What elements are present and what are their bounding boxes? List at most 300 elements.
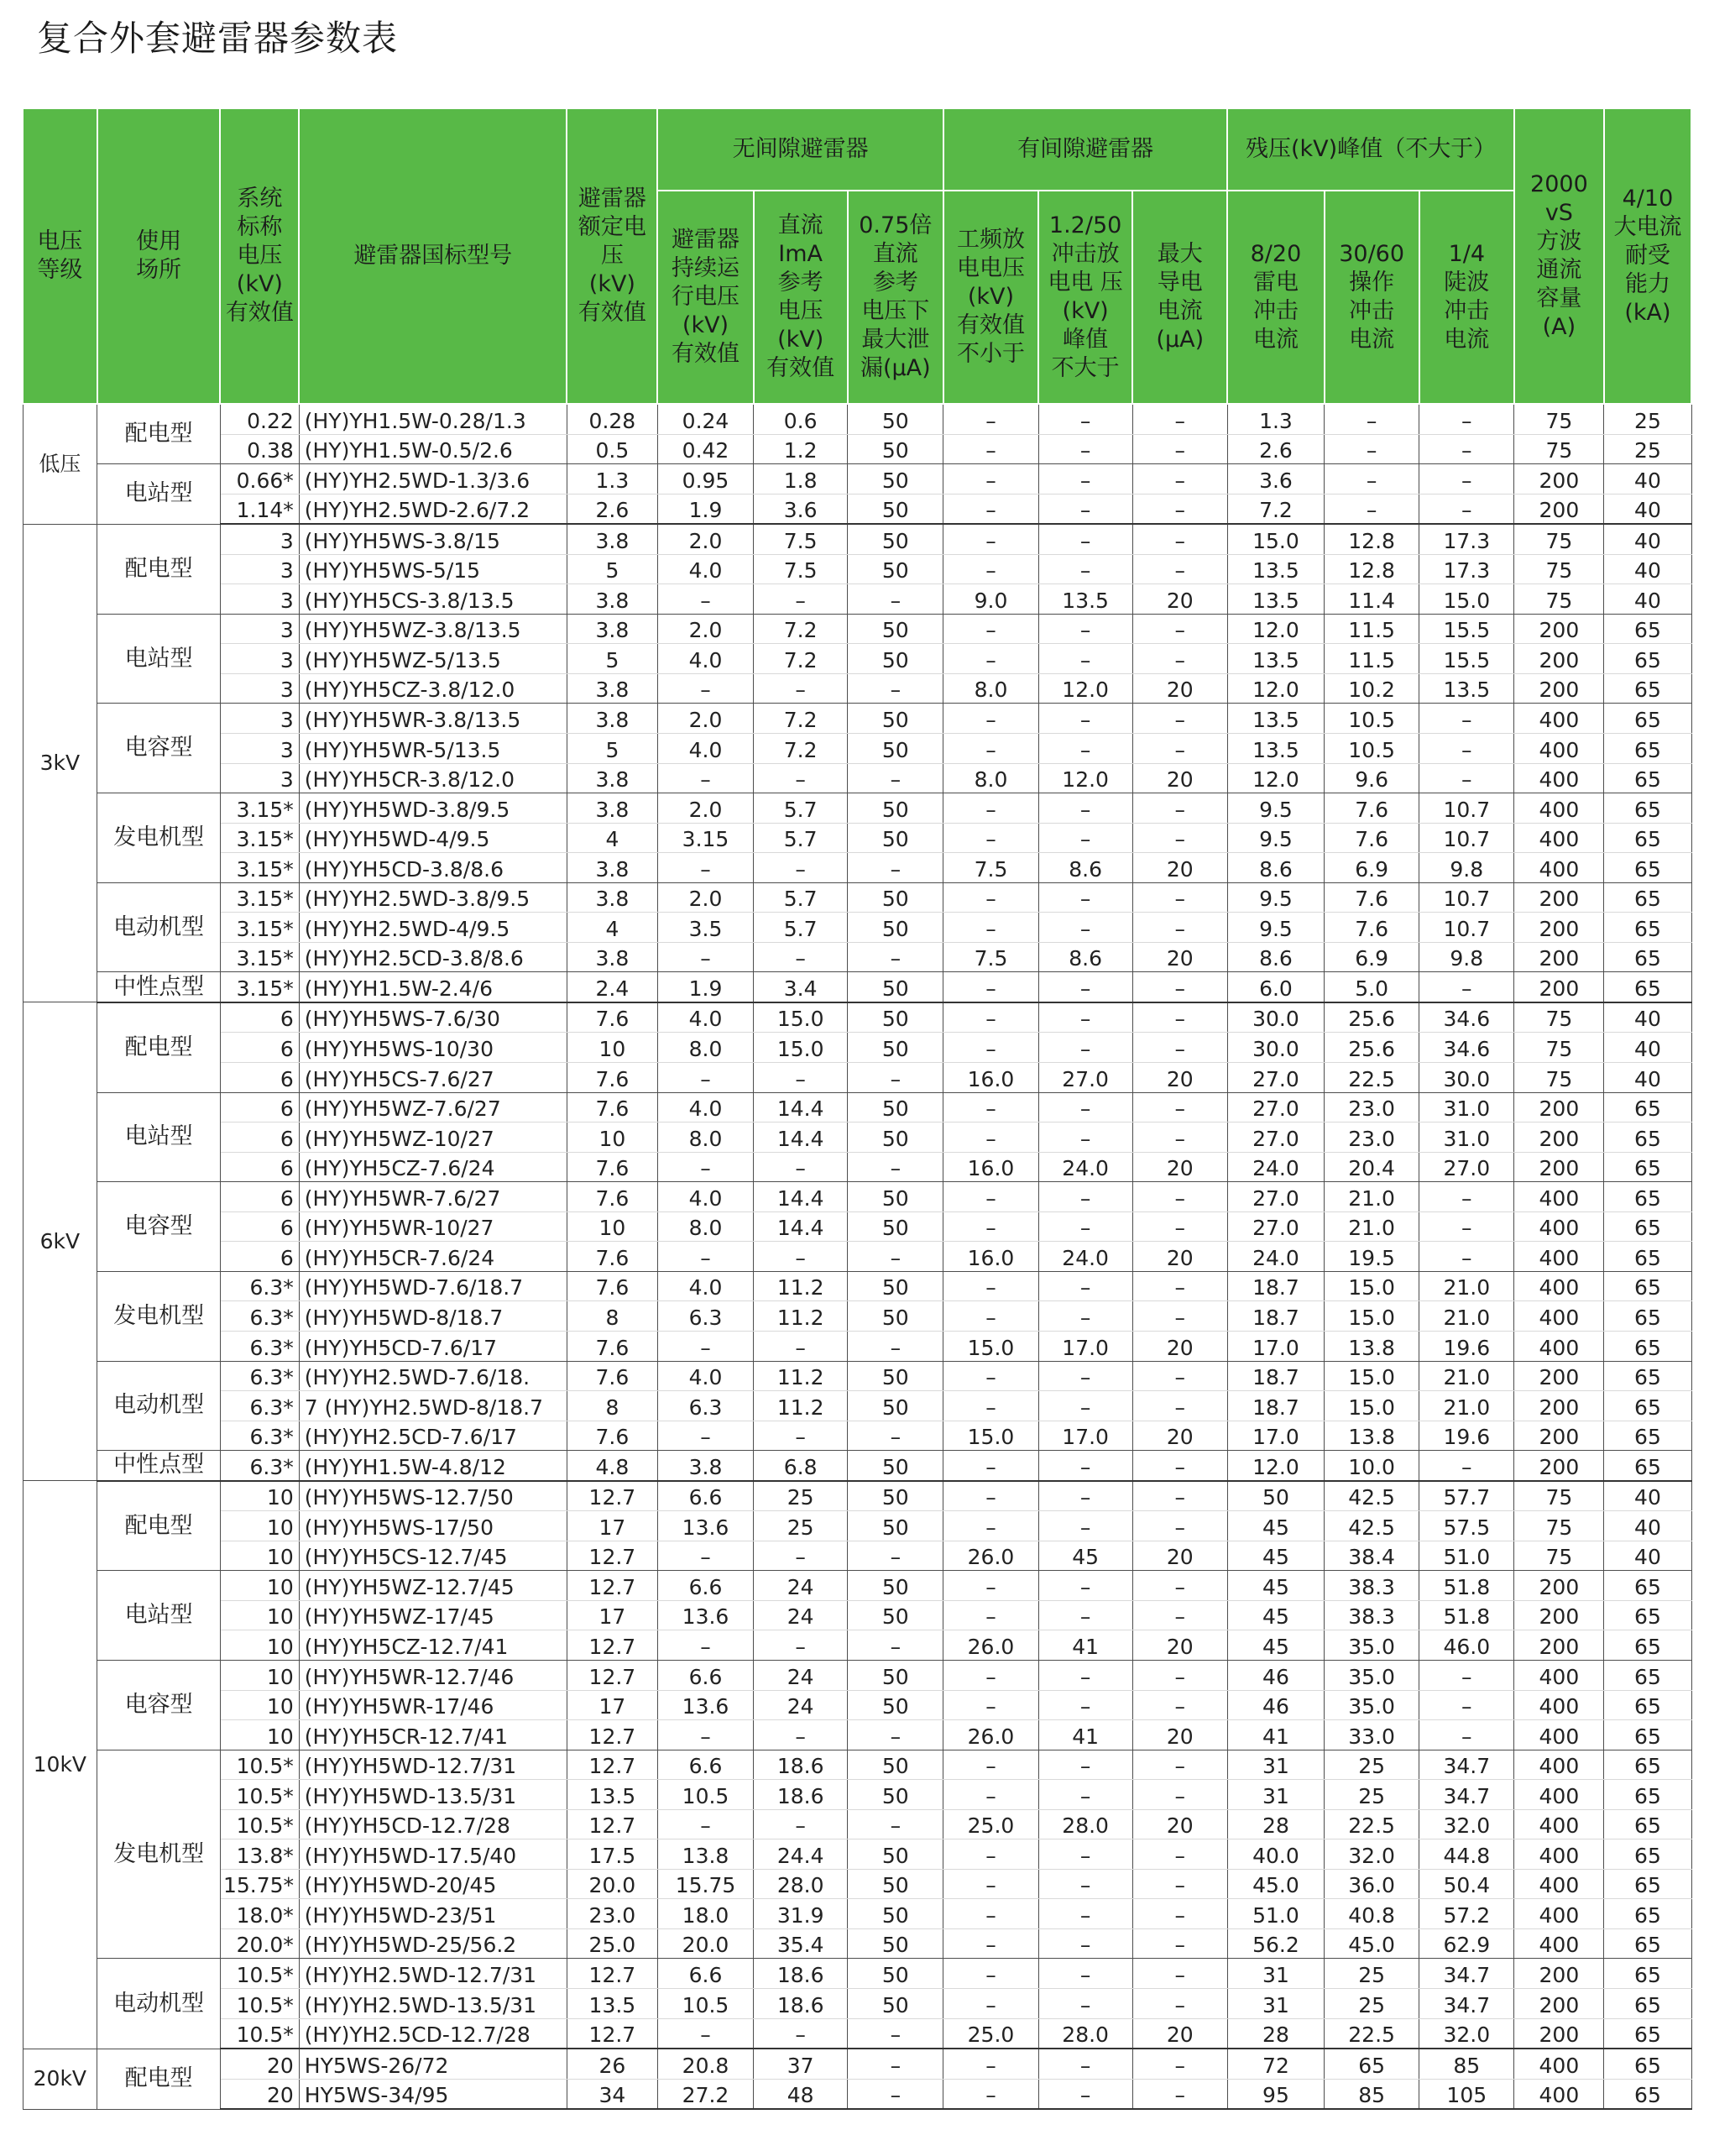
cell-high-current: 65 [1604, 1839, 1691, 1870]
cell-res-1-4: 105 [1419, 2079, 1514, 2109]
cell-res-8-20: 50 [1227, 1481, 1324, 1511]
cell-high-current: 65 [1604, 1092, 1691, 1122]
cell-model: (HY)YH2.5WD-1.3/3.6 [299, 464, 567, 495]
cell-continuous-voltage: – [657, 763, 753, 793]
cell-high-current: 65 [1604, 1421, 1691, 1451]
cell-dc-ref-voltage: 1.2 [754, 434, 848, 464]
table-row [23, 942, 1691, 972]
cell-max-conduction: – [1132, 823, 1227, 853]
cell-model: (HY)YH1.5W-0.28/1.3 [299, 404, 567, 434]
cell-model: (HY)YH5WZ-5/13.5 [299, 644, 567, 674]
cell-dc-ref-voltage: – [754, 1809, 848, 1839]
cell-res-1-4: 15.5 [1419, 614, 1514, 644]
cell-rated-voltage: 12.7 [567, 1630, 657, 1661]
cell-leakage: 50 [848, 434, 943, 464]
cell-rated-voltage: 12.7 [567, 1959, 657, 1989]
cell-square-wave: 400 [1514, 823, 1604, 853]
cell-rated-voltage: 12.7 [567, 1809, 657, 1839]
cell-square-wave: 200 [1514, 1391, 1604, 1421]
cell-leakage: – [848, 1720, 943, 1750]
cell-dc-ref-voltage: 11.2 [754, 1271, 848, 1301]
cell-pf-sparkover: 16.0 [943, 1063, 1038, 1093]
cell-square-wave: 75 [1514, 524, 1604, 554]
cell-continuous-voltage: 2.0 [657, 704, 753, 734]
cell-res-8-20: 17.0 [1227, 1331, 1324, 1361]
cell-rated-voltage: 13.5 [567, 1780, 657, 1810]
cell-rated-voltage: 7.6 [567, 1242, 657, 1272]
cell-continuous-voltage: 6.3 [657, 1301, 753, 1332]
cell-pf-sparkover: – [943, 1869, 1038, 1899]
cell-rated-voltage: 10 [567, 1211, 657, 1242]
cell-max-conduction: 20 [1132, 584, 1227, 615]
cell-leakage: – [848, 2049, 943, 2079]
cell-res-1-4: 9.8 [1419, 942, 1514, 972]
cell-square-wave: 400 [1514, 793, 1604, 824]
cell-pf-sparkover: – [943, 1600, 1038, 1630]
cell-rated-voltage: 5 [567, 554, 657, 584]
cell-max-conduction: – [1132, 554, 1227, 584]
usage-cell: 发电机型 [97, 1750, 221, 1959]
cell-system-voltage: 20.0* [220, 1928, 299, 1959]
cell-res-8-20: 30.0 [1227, 1002, 1324, 1033]
cell-res-8-20: 46 [1227, 1660, 1324, 1690]
table-row [23, 1660, 1691, 1690]
usage-cell: 电站型 [97, 1092, 221, 1182]
cell-res-8-20: 12.0 [1227, 763, 1324, 793]
cell-high-current: 65 [1604, 1869, 1691, 1899]
cell-leakage: 50 [848, 1780, 943, 1810]
cell-res-30-60: 40.8 [1325, 1899, 1419, 1929]
cell-square-wave: 200 [1514, 972, 1604, 1002]
cell-res-30-60: 7.6 [1325, 823, 1419, 853]
cell-res-1-4: 19.6 [1419, 1331, 1514, 1361]
cell-res-8-20: 72 [1227, 2049, 1324, 2079]
cell-continuous-voltage: 13.6 [657, 1511, 753, 1541]
cell-model: (HY)YH5WS-7.6/30 [299, 1002, 567, 1033]
cell-system-voltage: 13.8* [220, 1839, 299, 1870]
cell-res-8-20: 13.5 [1227, 584, 1324, 615]
table-row [23, 1122, 1691, 1153]
cell-model: (HY)YH1.5W-4.8/12 [299, 1451, 567, 1481]
table-row [23, 1451, 1691, 1481]
cell-continuous-voltage: – [657, 584, 753, 615]
cell-res-8-20: 13.5 [1227, 554, 1324, 584]
cell-dc-ref-voltage: 35.4 [754, 1928, 848, 1959]
cell-leakage: 50 [848, 1033, 943, 1063]
table-row [23, 972, 1691, 1002]
cell-dc-ref-voltage: 18.6 [754, 1750, 848, 1780]
cell-high-current: 65 [1604, 823, 1691, 853]
cell-continuous-voltage: – [657, 1152, 753, 1182]
cell-high-current: 65 [1604, 1391, 1691, 1421]
cell-res-1-4: 57.7 [1419, 1481, 1514, 1511]
cell-res-1-4: 57.2 [1419, 1899, 1514, 1929]
table-row [23, 823, 1691, 853]
cell-max-conduction: – [1132, 1092, 1227, 1122]
usage-cell: 电动机型 [97, 882, 221, 972]
cell-square-wave: 200 [1514, 464, 1604, 495]
cell-res-1-4: 17.3 [1419, 524, 1514, 554]
cell-pf-sparkover: – [943, 1839, 1038, 1870]
cell-model: (HY)YH5CS-3.8/13.5 [299, 584, 567, 615]
col-continuous-voltage: 避雷器 持续运 行电压 (kV) 有效值 [657, 191, 753, 404]
cell-square-wave: 200 [1514, 1122, 1604, 1153]
cell-impulse-sparkover: – [1038, 1391, 1132, 1421]
cell-impulse-sparkover: – [1038, 1660, 1132, 1690]
cell-pf-sparkover: – [943, 1451, 1038, 1481]
cell-leakage: – [848, 1541, 943, 1571]
cell-pf-sparkover: – [943, 644, 1038, 674]
cell-res-8-20: 13.5 [1227, 734, 1324, 764]
cell-high-current: 65 [1604, 1152, 1691, 1182]
cell-square-wave: 400 [1514, 1899, 1604, 1929]
cell-max-conduction: – [1132, 704, 1227, 734]
table-row [23, 644, 1691, 674]
cell-model: (HY)YH5WD-25/56.2 [299, 1928, 567, 1959]
cell-high-current: 65 [1604, 1271, 1691, 1301]
cell-system-voltage: 6 [220, 1242, 299, 1272]
col-pf-sparkover: 工频放 电电压 (kV) 有效值 不小于 [943, 191, 1038, 404]
cell-high-current: 40 [1604, 1511, 1691, 1541]
cell-system-voltage: 0.66* [220, 464, 299, 495]
cell-max-conduction: – [1132, 1600, 1227, 1630]
cell-leakage: 50 [848, 1959, 943, 1989]
cell-res-1-4: – [1419, 1211, 1514, 1242]
cell-pf-sparkover: – [943, 1660, 1038, 1690]
cell-rated-voltage: 7.6 [567, 1182, 657, 1212]
cell-leakage: 50 [848, 1988, 943, 2018]
cell-continuous-voltage: 4.0 [657, 644, 753, 674]
cell-impulse-sparkover: – [1038, 1988, 1132, 2018]
cell-rated-voltage: 12.7 [567, 1541, 657, 1571]
cell-dc-ref-voltage: – [754, 584, 848, 615]
cell-dc-ref-voltage: 5.7 [754, 882, 848, 913]
cell-pf-sparkover: – [943, 1481, 1038, 1511]
cell-pf-sparkover: 25.0 [943, 1809, 1038, 1839]
cell-res-8-20: 2.6 [1227, 434, 1324, 464]
cell-leakage: 50 [848, 1928, 943, 1959]
cell-high-current: 65 [1604, 673, 1691, 704]
cell-leakage: 50 [848, 704, 943, 734]
cell-system-voltage: 10 [220, 1630, 299, 1661]
cell-dc-ref-voltage: 31.9 [754, 1899, 848, 1929]
cell-rated-voltage: 3.8 [567, 793, 657, 824]
cell-res-30-60: 65 [1325, 2049, 1419, 2079]
cell-model: (HY)YH5CR-7.6/24 [299, 1242, 567, 1272]
cell-leakage: 50 [848, 1899, 943, 1929]
cell-square-wave: 75 [1514, 1481, 1604, 1511]
cell-model: (HY)YH5WR-10/27 [299, 1211, 567, 1242]
cell-rated-voltage: 23.0 [567, 1899, 657, 1929]
cell-dc-ref-voltage: 14.4 [754, 1182, 848, 1212]
cell-model: (HY)YH5WR-5/13.5 [299, 734, 567, 764]
cell-system-voltage: 10.5* [220, 1988, 299, 2018]
cell-model: (HY)YH5WS-5/15 [299, 554, 567, 584]
cell-continuous-voltage: 8.0 [657, 1211, 753, 1242]
cell-res-8-20: 6.0 [1227, 972, 1324, 1002]
cell-dc-ref-voltage: 3.4 [754, 972, 848, 1002]
table-row [23, 882, 1691, 913]
cell-model: (HY)YH2.5WD-3.8/9.5 [299, 882, 567, 913]
col-rated-voltage: 避雷器 额定电 压 (kV) 有效值 [567, 108, 657, 404]
cell-continuous-voltage: 20.0 [657, 1928, 753, 1959]
cell-high-current: 65 [1604, 644, 1691, 674]
table-row [23, 1928, 1691, 1959]
table-row [23, 1899, 1691, 1929]
cell-continuous-voltage: – [657, 1242, 753, 1272]
cell-dc-ref-voltage: 18.6 [754, 1959, 848, 1989]
cell-impulse-sparkover: – [1038, 464, 1132, 495]
cell-continuous-voltage: 3.5 [657, 913, 753, 943]
cell-rated-voltage: 12.7 [567, 1750, 657, 1780]
cell-high-current: 65 [1604, 704, 1691, 734]
cell-pf-sparkover: – [943, 2049, 1038, 2079]
cell-res-1-4: 32.0 [1419, 1809, 1514, 1839]
cell-res-8-20: 1.3 [1227, 404, 1324, 434]
cell-system-voltage: 3 [220, 673, 299, 704]
cell-dc-ref-voltage: – [754, 1152, 848, 1182]
cell-res-8-20: 24.0 [1227, 1152, 1324, 1182]
cell-leakage: 50 [848, 524, 943, 554]
cell-res-1-4: 50.4 [1419, 1869, 1514, 1899]
cell-high-current: 65 [1604, 1780, 1691, 1810]
cell-max-conduction: – [1132, 1271, 1227, 1301]
cell-continuous-voltage: 3.15 [657, 823, 753, 853]
cell-continuous-voltage: 3.8 [657, 1451, 753, 1481]
cell-model: (HY)YH1.5W-2.4/6 [299, 972, 567, 1002]
cell-impulse-sparkover: – [1038, 2049, 1132, 2079]
cell-continuous-voltage: – [657, 2018, 753, 2049]
cell-continuous-voltage: 4.0 [657, 1002, 753, 1033]
cell-res-8-20: 13.5 [1227, 644, 1324, 674]
table-row [23, 1988, 1691, 2018]
cell-leakage: – [848, 2079, 943, 2109]
cell-system-voltage: 6 [220, 1182, 299, 1212]
cell-res-30-60: 32.0 [1325, 1839, 1419, 1870]
cell-dc-ref-voltage: 18.6 [754, 1780, 848, 1810]
cell-model: (HY)YH5WD-23/51 [299, 1899, 567, 1929]
table-row [23, 1211, 1691, 1242]
cell-dc-ref-voltage: – [754, 1421, 848, 1451]
cell-rated-voltage: 7.6 [567, 1063, 657, 1093]
cell-res-30-60: 45.0 [1325, 1928, 1419, 1959]
cell-square-wave: 75 [1514, 584, 1604, 615]
cell-max-conduction: 20 [1132, 763, 1227, 793]
cell-max-conduction: 20 [1132, 942, 1227, 972]
table-row [23, 1092, 1691, 1122]
cell-leakage: 50 [848, 913, 943, 943]
cell-leakage: – [848, 1152, 943, 1182]
cell-system-voltage: 3 [220, 704, 299, 734]
cell-system-voltage: 10.5* [220, 2018, 299, 2049]
cell-pf-sparkover: – [943, 1988, 1038, 2018]
cell-leakage: – [848, 1809, 943, 1839]
cell-square-wave: 400 [1514, 1331, 1604, 1361]
table-row [23, 1750, 1691, 1780]
cell-res-1-4: 21.0 [1419, 1391, 1514, 1421]
cell-system-voltage: 18.0* [220, 1899, 299, 1929]
cell-max-conduction: – [1132, 404, 1227, 434]
cell-pf-sparkover: – [943, 1959, 1038, 1989]
cell-leakage: 50 [848, 1301, 943, 1332]
cell-res-1-4: 21.0 [1419, 1271, 1514, 1301]
cell-leakage: 50 [848, 972, 943, 1002]
cell-res-8-20: 27.0 [1227, 1122, 1324, 1153]
cell-square-wave: 75 [1514, 1511, 1604, 1541]
cell-rated-voltage: 5 [567, 644, 657, 674]
cell-rated-voltage: 12.7 [567, 1720, 657, 1750]
cell-res-8-20: 18.7 [1227, 1391, 1324, 1421]
cell-res-1-4: 34.7 [1419, 1780, 1514, 1810]
cell-leakage: 50 [848, 1839, 943, 1870]
cell-impulse-sparkover: – [1038, 823, 1132, 853]
cell-square-wave: 400 [1514, 1720, 1604, 1750]
cell-pf-sparkover: – [943, 1301, 1038, 1332]
cell-continuous-voltage: 2.0 [657, 793, 753, 824]
cell-res-8-20: 31 [1227, 1750, 1324, 1780]
cell-max-conduction: – [1132, 1451, 1227, 1481]
cell-high-current: 65 [1604, 1899, 1691, 1929]
cell-model: (HY)YH2.5CD-3.8/8.6 [299, 942, 567, 972]
cell-dc-ref-voltage: – [754, 1331, 848, 1361]
cell-high-current: 40 [1604, 464, 1691, 495]
cell-high-current: 65 [1604, 1122, 1691, 1153]
table-row [23, 1242, 1691, 1272]
cell-rated-voltage: 25.0 [567, 1928, 657, 1959]
cell-pf-sparkover: 26.0 [943, 1630, 1038, 1661]
cell-model: (HY)YH5CZ-7.6/24 [299, 1152, 567, 1182]
cell-res-8-20: 56.2 [1227, 1928, 1324, 1959]
cell-res-1-4: – [1419, 404, 1514, 434]
cell-res-1-4: 51.0 [1419, 1541, 1514, 1571]
cell-max-conduction: – [1132, 614, 1227, 644]
col-impulse-sparkover: 1.2/50 冲击放 电电 压 (kV) 峰值 不大于 [1038, 191, 1132, 404]
cell-res-1-4: 17.3 [1419, 554, 1514, 584]
cell-leakage: 50 [848, 614, 943, 644]
cell-dc-ref-voltage: 24 [754, 1660, 848, 1690]
cell-res-8-20: 27.0 [1227, 1092, 1324, 1122]
cell-model: (HY)YH5CD-7.6/17 [299, 1331, 567, 1361]
cell-res-30-60: 42.5 [1325, 1511, 1419, 1541]
cell-impulse-sparkover: – [1038, 1690, 1132, 1720]
cell-high-current: 65 [1604, 2079, 1691, 2109]
cell-pf-sparkover: – [943, 1750, 1038, 1780]
cell-res-8-20: 18.7 [1227, 1361, 1324, 1391]
cell-max-conduction: – [1132, 494, 1227, 524]
cell-square-wave: 400 [1514, 1660, 1604, 1690]
cell-res-1-4: 34.6 [1419, 1033, 1514, 1063]
col-high-current: 4/10 大电流 耐受 能力 (kA) [1604, 108, 1691, 404]
col-res-1-4: 1/4 陡波 冲击 电流 [1419, 191, 1514, 404]
cell-high-current: 65 [1604, 1211, 1691, 1242]
cell-model: (HY)YH5WD-20/45 [299, 1869, 567, 1899]
cell-continuous-voltage: 4.0 [657, 734, 753, 764]
cell-leakage: 50 [848, 793, 943, 824]
cell-square-wave: 200 [1514, 673, 1604, 704]
cell-dc-ref-voltage: – [754, 942, 848, 972]
cell-square-wave: 200 [1514, 644, 1604, 674]
cell-res-30-60: 9.6 [1325, 763, 1419, 793]
cell-res-1-4: 34.7 [1419, 1988, 1514, 2018]
cell-max-conduction: – [1132, 1988, 1227, 2018]
cell-rated-voltage: 3.8 [567, 942, 657, 972]
cell-res-8-20: 12.0 [1227, 673, 1324, 704]
cell-continuous-voltage: – [657, 1809, 753, 1839]
cell-max-conduction: – [1132, 1122, 1227, 1153]
cell-model: (HY)YH2.5WD-13.5/31 [299, 1988, 567, 2018]
cell-high-current: 40 [1604, 1481, 1691, 1511]
cell-dc-ref-voltage: – [754, 1720, 848, 1750]
cell-res-30-60: 35.0 [1325, 1660, 1419, 1690]
cell-model: HY5WS-34/95 [299, 2079, 567, 2109]
cell-square-wave: 400 [1514, 2049, 1604, 2079]
table-row [23, 704, 1691, 734]
cell-dc-ref-voltage: 25 [754, 1511, 848, 1541]
cell-res-1-4: 21.0 [1419, 1301, 1514, 1332]
cell-dc-ref-voltage: – [754, 673, 848, 704]
cell-res-30-60: 5.0 [1325, 972, 1419, 1002]
cell-max-conduction: – [1132, 1481, 1227, 1511]
cell-impulse-sparkover: 41 [1038, 1630, 1132, 1661]
cell-system-voltage: 6.3* [220, 1451, 299, 1481]
cell-high-current: 40 [1604, 494, 1691, 524]
cell-res-1-4: – [1419, 1660, 1514, 1690]
cell-rated-voltage: 10 [567, 1122, 657, 1153]
cell-system-voltage: 10 [220, 1600, 299, 1630]
table-row [23, 1839, 1691, 1870]
cell-max-conduction: – [1132, 1780, 1227, 1810]
cell-continuous-voltage: 13.8 [657, 1839, 753, 1870]
cell-res-1-4: – [1419, 464, 1514, 495]
cell-rated-voltage: 4 [567, 913, 657, 943]
cell-res-1-4: – [1419, 1690, 1514, 1720]
cell-impulse-sparkover: – [1038, 704, 1132, 734]
cell-rated-voltage: 2.6 [567, 494, 657, 524]
cell-impulse-sparkover: 24.0 [1038, 1242, 1132, 1272]
cell-impulse-sparkover: – [1038, 734, 1132, 764]
cell-rated-voltage: 7.6 [567, 1152, 657, 1182]
table-row [23, 1630, 1691, 1661]
cell-max-conduction: 20 [1132, 1331, 1227, 1361]
cell-res-1-4: 31.0 [1419, 1092, 1514, 1122]
table-row [23, 494, 1691, 524]
cell-model: (HY)YH5CD-12.7/28 [299, 1809, 567, 1839]
cell-impulse-sparkover: – [1038, 1481, 1132, 1511]
voltage-level-cell: 20kV [23, 2049, 97, 2109]
cell-leakage: 50 [848, 1750, 943, 1780]
cell-res-30-60: 38.4 [1325, 1541, 1419, 1571]
cell-res-8-20: 28 [1227, 1809, 1324, 1839]
cell-res-8-20: 3.6 [1227, 464, 1324, 495]
cell-square-wave: 200 [1514, 614, 1604, 644]
cell-square-wave: 200 [1514, 1451, 1604, 1481]
cell-res-1-4: 27.0 [1419, 1152, 1514, 1182]
cell-square-wave: 400 [1514, 1839, 1604, 1870]
cell-square-wave: 400 [1514, 1869, 1604, 1899]
cell-max-conduction: 20 [1132, 2018, 1227, 2049]
cell-system-voltage: 10 [220, 1690, 299, 1720]
cell-high-current: 65 [1604, 972, 1691, 1002]
cell-high-current: 40 [1604, 584, 1691, 615]
cell-res-1-4: – [1419, 434, 1514, 464]
cell-system-voltage: 3 [220, 763, 299, 793]
cell-dc-ref-voltage: – [754, 1242, 848, 1272]
cell-max-conduction: 20 [1132, 1809, 1227, 1839]
cell-res-30-60: 21.0 [1325, 1182, 1419, 1212]
cell-res-1-4: 85 [1419, 2049, 1514, 2079]
usage-cell: 配电型 [97, 1002, 221, 1092]
group-residual-voltage: 残压(kV)峰值（不大于） [1227, 108, 1514, 191]
